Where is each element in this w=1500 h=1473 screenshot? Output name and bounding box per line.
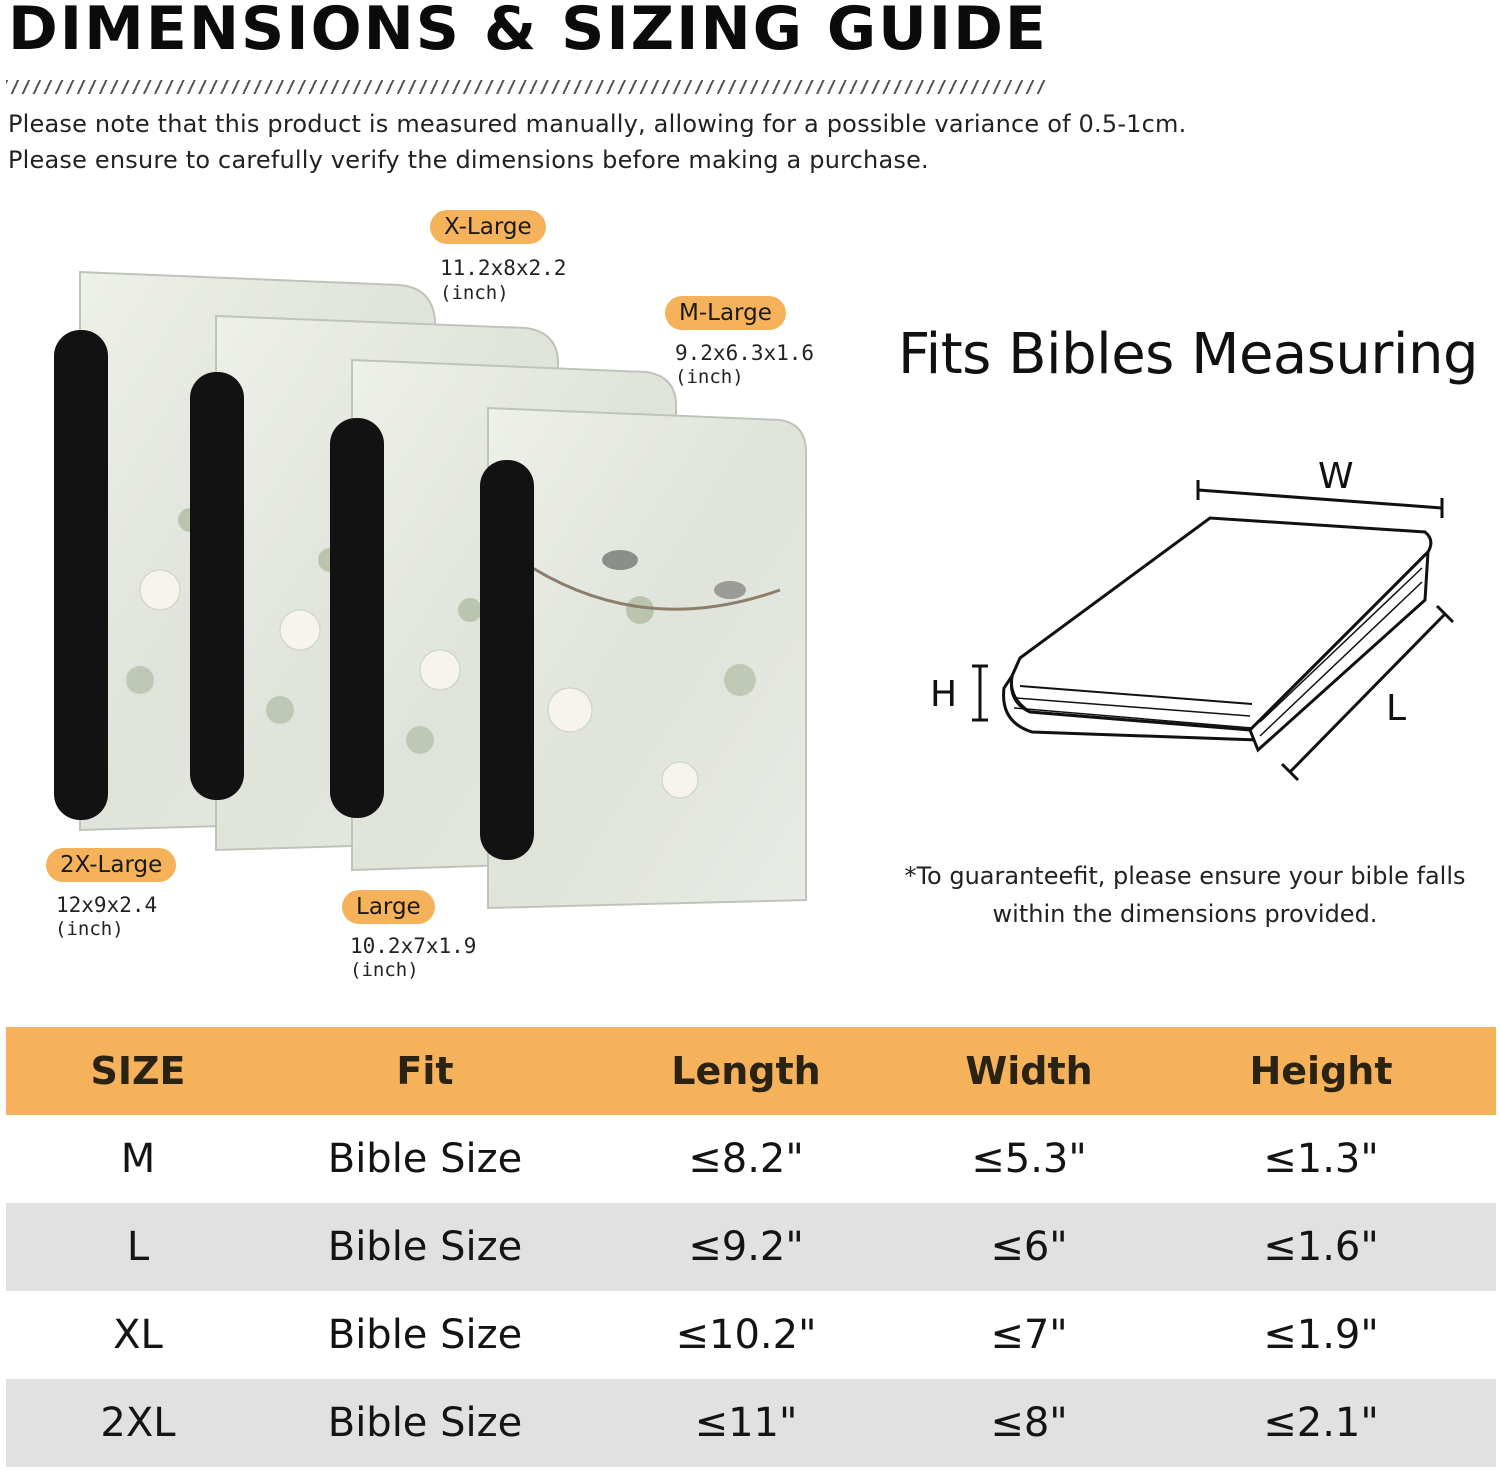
badge-mlarge: M-Large — [665, 296, 786, 330]
dims-large: 10.2x7x1.9 — [350, 934, 477, 958]
cell-fit: Bible Size — [327, 1312, 523, 1358]
h-label: H — [930, 674, 958, 715]
cell-length: ≤10.2" — [675, 1312, 817, 1358]
cell-fit: Bible Size — [327, 1224, 523, 1270]
badge-large: Large — [342, 890, 435, 924]
cell-length: ≤8.2" — [688, 1136, 804, 1182]
header-width: Width — [965, 1049, 1093, 1093]
header-fit: Fit — [396, 1049, 454, 1093]
size-table — [6, 1027, 1496, 1467]
cell-width: ≤7" — [990, 1312, 1068, 1358]
cell-length: ≤9.2" — [688, 1224, 804, 1270]
w-label: W — [1318, 456, 1354, 497]
cell-fit: Bible Size — [327, 1136, 523, 1182]
header-size: SIZE — [90, 1049, 186, 1093]
verify-note: Please ensure to carefully verify the dimensions before making a purchase. — [8, 146, 929, 174]
table-row — [6, 1203, 1496, 1291]
unit-xlarge: (inch) — [440, 282, 509, 304]
variance-note: Please note that this product is measured manually, allowing for a possible variance of 0.5-1cm. — [8, 110, 1187, 138]
unit-2xlarge: (inch) — [55, 918, 124, 940]
cell-width: ≤8" — [990, 1400, 1068, 1446]
header-length: Length — [671, 1049, 821, 1093]
dims-xlarge: 11.2x8x2.2 — [440, 256, 567, 280]
cell-size: 2XL — [100, 1400, 176, 1446]
guarantee-line-2: within the dimensions provided. — [992, 900, 1378, 928]
cell-size: XL — [113, 1312, 163, 1358]
cell-height: ≤1.9" — [1263, 1312, 1379, 1358]
cell-size: L — [126, 1224, 150, 1270]
cell-length: ≤11" — [694, 1400, 798, 1446]
dims-2xlarge: 12x9x2.4 — [56, 893, 158, 917]
l-label: L — [1386, 688, 1407, 729]
cell-height: ≤1.3" — [1263, 1136, 1379, 1182]
guarantee-line-1: *To guaranteefit, please ensure your bible falls — [904, 862, 1466, 890]
dims-mlarge: 9.2x6.3x1.6 — [675, 341, 815, 365]
badge-2xlarge: 2X-Large — [46, 848, 176, 882]
unit-mlarge: (inch) — [675, 366, 744, 388]
fits-title: Fits Bibles Measuring — [898, 322, 1479, 387]
table-row — [6, 1291, 1496, 1379]
header-height: Height — [1249, 1049, 1393, 1093]
cell-height: ≤2.1" — [1263, 1400, 1379, 1446]
book-diagram — [920, 440, 1480, 800]
cell-width: ≤6" — [990, 1224, 1068, 1270]
page-title: DIMENSIONS & SIZING GUIDE — [8, 0, 1048, 64]
table-row — [6, 1115, 1496, 1203]
cover-mlarge — [480, 408, 806, 908]
table-row — [6, 1379, 1496, 1467]
cell-height: ≤1.6" — [1263, 1224, 1379, 1270]
cell-width: ≤5.3" — [971, 1136, 1087, 1182]
cell-size: M — [120, 1136, 156, 1182]
hatch-divider — [6, 80, 1046, 94]
badge-xlarge: X-Large — [430, 210, 546, 244]
table-header-row — [6, 1027, 1496, 1115]
cell-fit: Bible Size — [327, 1400, 523, 1446]
unit-large: (inch) — [350, 959, 419, 981]
